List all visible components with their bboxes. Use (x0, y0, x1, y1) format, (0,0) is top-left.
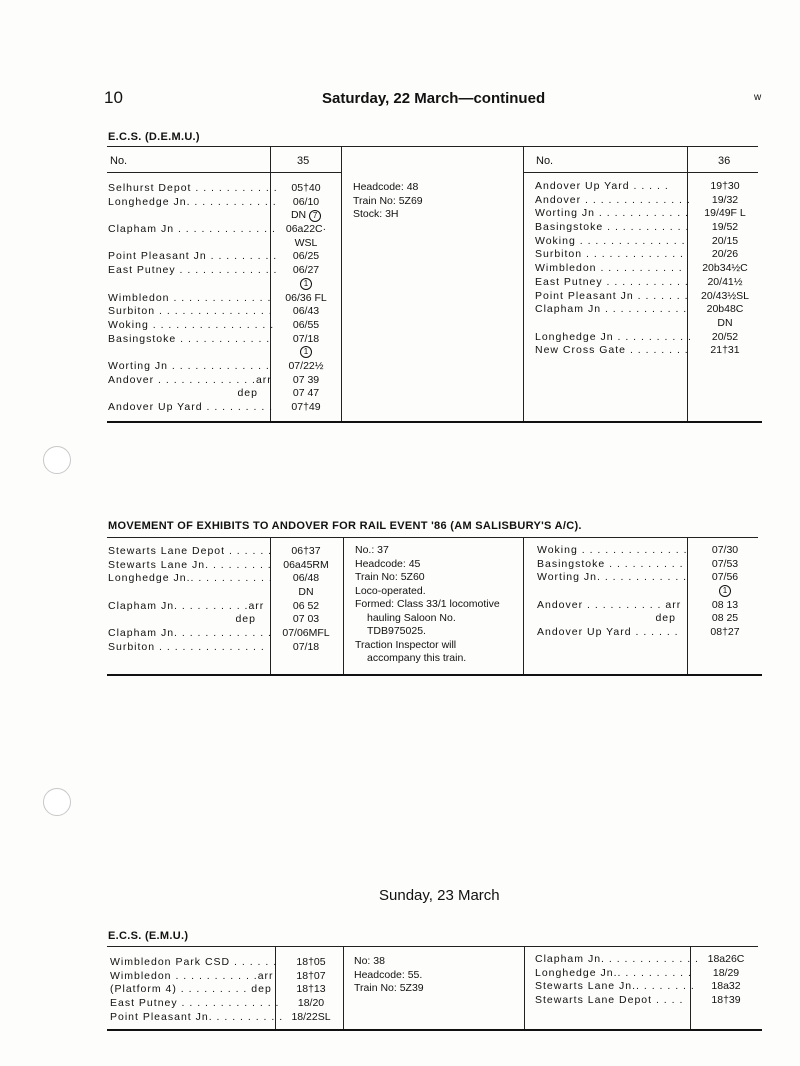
station-name: Clapham Jn . . . . . . . . . . . . . (108, 223, 276, 236)
time-value (270, 278, 342, 292)
time-value: 19/49F L (704, 207, 746, 220)
timetable-row (535, 276, 762, 290)
no-label-left: No. (110, 155, 128, 167)
timetable-left (110, 956, 346, 1024)
timetable-row (537, 585, 762, 599)
station-name: Surbiton . . . . . . . . . . . . . . . (108, 305, 273, 318)
time-value: 18†05 (296, 956, 326, 968)
timetable-row (108, 374, 344, 388)
timetable-row (535, 194, 762, 208)
station-name: Stewarts Lane Jn.. . . . . . . . (535, 980, 695, 993)
timetable-row (110, 983, 346, 997)
station-name: Wimbledon . . . . . . . . . . .arr (110, 969, 274, 982)
sunday-title: Sunday, 23 March (379, 887, 500, 904)
station-name: Clapham Jn. . . . . . . . . . . . . (108, 627, 272, 640)
timetable-row (108, 250, 344, 264)
timetable-row (108, 333, 344, 347)
station-name: Point Pleasant Jn . . . . . . . (535, 289, 689, 302)
time-value: 08 13 (711, 598, 739, 611)
station-name: Worting Jn. . . . . . . . . . . . (537, 571, 688, 584)
note-line: Formed: Class 33/1 locomotive (355, 598, 500, 610)
timetable-row (108, 237, 344, 251)
timetable-row (108, 292, 344, 306)
station-name: Longhedge Jn. . . . . . . . . . . . (108, 195, 277, 208)
station-name: (Platform 4) . . . . . . . . . dep (110, 983, 272, 996)
note-line: Train No: 5Z60 (355, 571, 425, 583)
time-value: 07/30 (711, 544, 739, 556)
timetable-row (108, 360, 344, 374)
time-value: 06/55 (292, 318, 320, 331)
time-value: 18/20 (297, 997, 325, 1010)
train-notes (353, 181, 423, 222)
time-value: 18a32 (711, 980, 741, 993)
time-value: 20/43½SL (701, 289, 749, 302)
station-name: Wimbledon . . . . . . . . . . . . . (108, 291, 272, 304)
time-value: 08†27 (710, 626, 740, 639)
station-name: Surbiton . . . . . . . . . . . . . . (108, 640, 265, 653)
station-name: dep (655, 612, 676, 625)
timetable-left (108, 545, 344, 655)
station-name: Stewarts Lane Depot . . . . . . (108, 545, 273, 557)
time-value: 20b34½C (702, 262, 748, 275)
time-value: DN 7 (270, 209, 342, 223)
station-name: Longhedge Jn . . . . . . . . . . (535, 330, 692, 343)
timetable-row (535, 262, 762, 276)
note-line: Loco-operated. (355, 584, 426, 597)
station-name: Woking . . . . . . . . . . . . . . . . (108, 318, 275, 331)
station-name: East Putney . . . . . . . . . . . (535, 275, 689, 288)
station-name: Andover Up Yard . . . . . . (537, 626, 679, 639)
timetable-right (535, 953, 762, 1008)
timetable-row (535, 221, 762, 235)
note-line: Headcode: 45 (355, 557, 421, 570)
rule (107, 946, 758, 947)
timetable-row (108, 545, 344, 559)
timetable-row (535, 331, 762, 345)
station-name: Longhedge Jn.. . . . . . . . . . . (108, 572, 273, 585)
no-label-right: No. (536, 155, 554, 167)
time-value: 06/36 FL (285, 291, 327, 304)
train-notes (354, 955, 424, 996)
station-name: Point Pleasant Jn . . . . . . . . . (108, 250, 278, 263)
time-value: 18a26C (707, 953, 745, 965)
timetable-row (108, 613, 344, 627)
timetable-row (537, 626, 762, 640)
timetable-row (108, 209, 344, 223)
rule (107, 421, 762, 423)
timetable-right (537, 544, 762, 640)
timetable-row (537, 612, 762, 626)
station-name: dep (235, 613, 256, 626)
station-name: Clapham Jn . . . . . . . . . . . (535, 303, 688, 316)
circled-note-marker: 1 (300, 346, 312, 358)
station-name: dep (237, 387, 258, 400)
station-name: Clapham Jn. . . . . . . . . .arr (108, 599, 265, 612)
timetable-row (535, 953, 762, 967)
time-value (270, 346, 342, 360)
page-title: Saturday, 22 March—continued (322, 90, 546, 107)
page-number: 10 (104, 88, 123, 107)
time-value: 07/18 (292, 640, 320, 653)
timetable-row (108, 387, 344, 401)
time-value: 08 25 (711, 612, 739, 625)
timetable-row (108, 401, 344, 415)
time-value: 07/22½ (288, 359, 324, 372)
station-name: Worting Jn . . . . . . . . . . . . . (108, 359, 270, 372)
timetable-row (108, 559, 344, 573)
time-value: 20/41½ (707, 275, 743, 288)
station-name: Clapham Jn. . . . . . . . . . . . . (535, 953, 699, 965)
time-value: 20/52 (711, 330, 739, 343)
section-label-ecs-demu: E.C.S. (D.E.M.U.) (108, 131, 200, 143)
note-line: Headcode: 48 (353, 181, 419, 193)
time-value: 07/18 (292, 332, 320, 345)
section-label-ecs-emu: E.C.S. (E.M.U.) (108, 930, 189, 942)
note-line: Train No: 5Z39 (354, 982, 424, 994)
time-value: DN (298, 586, 314, 599)
timetable-row (108, 627, 344, 641)
time-value: 06/25 (292, 250, 320, 263)
station-name: New Cross Gate . . . . . . . . (535, 344, 689, 357)
time-value: 05†40 (291, 182, 321, 194)
station-name: Woking . . . . . . . . . . . . . . (537, 544, 688, 556)
station-name: Basingstoke . . . . . . . . . . (537, 557, 684, 570)
note-line: Traction Inspector will (355, 638, 457, 651)
station-name: Stewarts Lane Depot . . . . (535, 994, 684, 1007)
time-value: 07†49 (291, 401, 321, 413)
train-number-right: 36 (718, 155, 731, 167)
timetable-row (110, 956, 346, 970)
circled-note-marker: 7 (309, 210, 321, 222)
station-name: Worting Jn . . . . . . . . . . . . (535, 207, 690, 220)
note-line: Stock: 3H (353, 208, 399, 220)
time-value: 18†13 (296, 983, 326, 996)
timetable-row (108, 346, 344, 360)
timetable-left (108, 182, 344, 415)
rule (107, 674, 762, 676)
time-value: 18†07 (296, 969, 326, 982)
timetable-row (537, 599, 762, 613)
time-value: 18†39 (711, 994, 741, 1007)
time-value: 21†31 (710, 344, 740, 357)
timetable-row (535, 303, 762, 317)
time-value: 07 03 (292, 613, 320, 626)
time-value: 18/29 (712, 966, 740, 979)
time-value (688, 585, 762, 599)
timetable-row (108, 223, 344, 237)
time-value: 06†37 (291, 545, 321, 557)
time-value: 19/32 (711, 193, 739, 206)
note-line: Headcode: 55. (354, 968, 423, 981)
timetable-row (108, 319, 344, 333)
timetable-row (535, 344, 762, 358)
train-notes (355, 544, 500, 666)
timetable-row (108, 264, 344, 278)
time-value: 06a22C· (285, 223, 327, 236)
timetable-row (108, 182, 344, 196)
station-name: East Putney . . . . . . . . . . . . . (110, 997, 280, 1010)
circled-note-marker: 1 (300, 278, 312, 290)
time-value: 20/26 (711, 248, 739, 261)
time-value: 07/56 (711, 571, 739, 584)
punch-hole (43, 788, 71, 816)
time-value: 07/06MFL (282, 627, 330, 640)
timetable-row (535, 317, 762, 331)
station-name: Wimbledon . . . . . . . . . . . (535, 262, 683, 275)
station-name: Andover . . . . . . . . . . arr (537, 598, 682, 611)
timetable-row (535, 248, 762, 262)
timetable-row (108, 572, 344, 586)
timetable-right (535, 180, 762, 358)
column-divider (524, 946, 525, 1030)
note-line: accompany this train. (367, 652, 467, 664)
timetable-row (108, 641, 344, 655)
station-name: Andover . . . . . . . . . . . . . . (535, 193, 691, 206)
timetable-row (535, 967, 762, 981)
time-value: WSL (294, 236, 318, 249)
rule (523, 172, 758, 173)
station-name: Andover . . . . . . . . . . . . .arr (108, 373, 272, 386)
timetable-row (535, 180, 762, 194)
timetable-row (535, 980, 762, 994)
section-label-exhibits: MOVEMENT OF EXHIBITS TO ANDOVER FOR RAIL EVENT '86 (AM SALISBURY'S A/C). (108, 520, 582, 532)
time-value: 07/53 (711, 557, 739, 570)
station-name: Longhedge Jn.. . . . . . . . . . (535, 966, 692, 979)
station-name: East Putney . . . . . . . . . . . . . (108, 264, 278, 277)
timetable-row (108, 600, 344, 614)
time-value: 06/10 (292, 195, 320, 208)
punch-hole (43, 446, 71, 474)
timetable-row (110, 970, 346, 984)
rule (107, 146, 758, 147)
note-line: hauling Saloon No. (367, 611, 456, 624)
timetable-row (535, 235, 762, 249)
time-value: 20b48C (706, 303, 744, 316)
time-value: 07 47 (292, 387, 320, 400)
timetable-row (108, 278, 344, 292)
station-name: Stewarts Lane Jn. . . . . . . . . (108, 558, 272, 571)
note-line: TDB975025. (367, 625, 426, 637)
timetable-row (110, 1011, 346, 1025)
timetable-row (537, 558, 762, 572)
corner-mark: w (754, 92, 762, 103)
time-value: 06/43 (292, 305, 320, 318)
station-name: Andover Up Yard . . . . . (535, 180, 669, 192)
timetable-row (537, 544, 762, 558)
station-name: Basingstoke . . . . . . . . . . . . (108, 332, 271, 345)
time-value: DN (717, 316, 733, 329)
rule (107, 537, 758, 538)
station-name: Point Pleasant Jn. . . . . . . . . . (110, 1010, 284, 1023)
time-value: 06/27 (292, 264, 320, 277)
train-number-left: 35 (297, 155, 310, 167)
station-name: Basingstoke . . . . . . . . . . . (535, 221, 690, 234)
time-value: 18/22SL (291, 1010, 331, 1023)
time-value: 06 52 (292, 599, 320, 612)
timetable-row (535, 207, 762, 221)
note-line: Train No: 5Z69 (353, 194, 423, 207)
station-name: Selhurst Depot . . . . . . . . . . . (108, 182, 278, 194)
column-divider (523, 537, 524, 675)
time-value: 20/15 (711, 234, 739, 247)
time-value: 19/52 (711, 221, 739, 234)
column-divider (523, 146, 524, 422)
station-name: Wimbledon Park CSD . . . . . . (110, 956, 278, 968)
note-line: No: 38 (354, 955, 385, 967)
rule (107, 172, 341, 173)
timetable-row (108, 586, 344, 600)
station-name: Woking . . . . . . . . . . . . . . (535, 234, 686, 247)
timetable-row (537, 571, 762, 585)
timetable-row (535, 290, 762, 304)
timetable-row (110, 997, 346, 1011)
station-name: Surbiton . . . . . . . . . . . . . (535, 248, 684, 261)
time-value: 07 39 (292, 373, 320, 386)
time-value: 06/48 (292, 572, 320, 585)
time-value: 06a45RM (283, 558, 329, 571)
time-value: 19†30 (710, 180, 740, 192)
timetable-row (108, 305, 344, 319)
timetable-row (535, 994, 762, 1008)
circled-note-marker: 1 (719, 585, 731, 597)
timetable-row (108, 196, 344, 210)
rule (107, 1029, 762, 1031)
station-name: Andover Up Yard . . . . . . . . . (108, 401, 274, 413)
note-line: No.: 37 (355, 544, 389, 556)
